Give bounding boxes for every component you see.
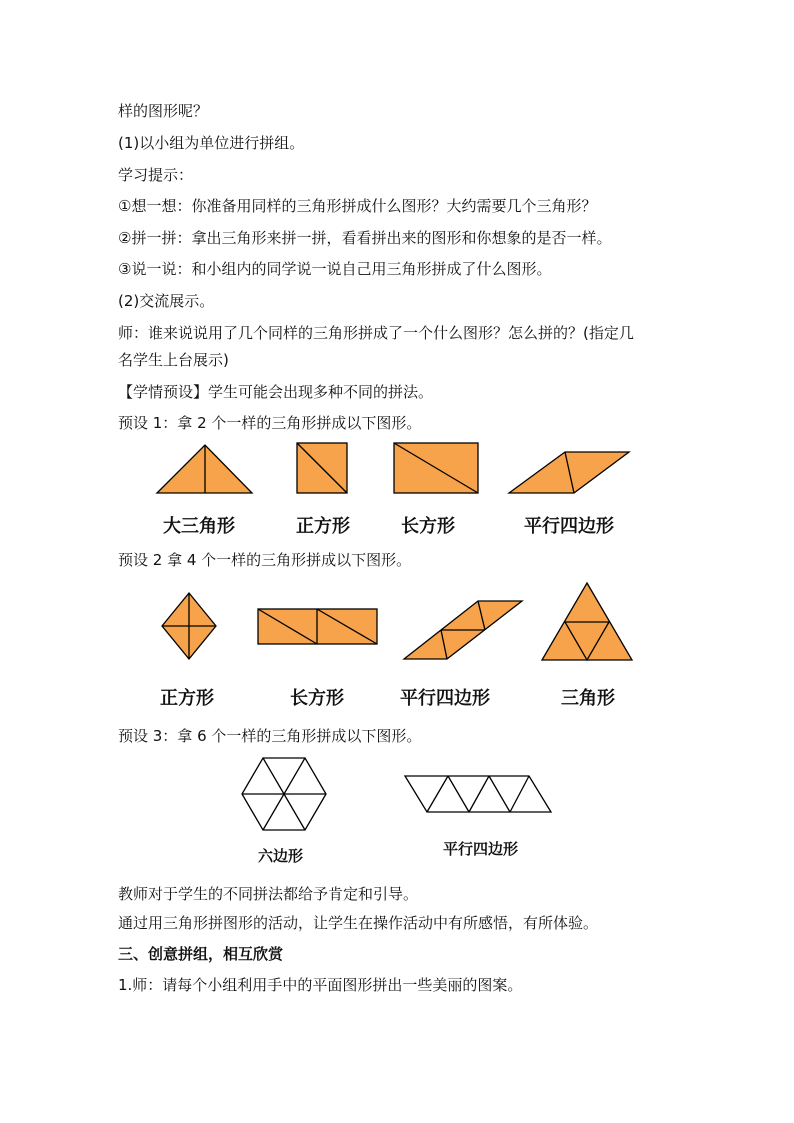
figure-caption: 长方形 xyxy=(290,688,344,709)
figure-caption: 平行四边形 xyxy=(524,516,614,537)
text-line: 通过用三角形拼图形的活动，让学生在操作活动中有所感悟，有所体验。 xyxy=(118,914,599,932)
figure-caption: 大三角形 xyxy=(163,516,235,537)
rectangle-figure xyxy=(258,609,377,644)
triangle-figure xyxy=(542,583,632,660)
figure-caption: 正方形 xyxy=(160,688,214,709)
square-figure xyxy=(297,443,347,493)
rectangle-figure xyxy=(394,443,478,493)
figure-caption: 平行四边形 xyxy=(400,688,490,709)
text-line: ①想一想：你准备用同样的三角形拼成什么图形？大约需要几个三角形？ xyxy=(118,197,597,215)
triangle-parallelogram-figure xyxy=(405,776,551,812)
hexagon-figure xyxy=(242,758,326,830)
parallelogram-figure xyxy=(404,601,522,659)
text-line: 师：谁来说说用了几个同样的三角形拼成了一个什么图形？怎么拼的？(指定几 xyxy=(118,324,634,342)
text-line: 样的图形呢？ xyxy=(118,102,209,120)
text-line: 学习提示： xyxy=(118,166,194,184)
square-figure xyxy=(162,593,216,659)
text-line: 预设 2 拿 4 个一样的三角形拼成以下图形。 xyxy=(118,551,412,569)
big-triangle-figure xyxy=(157,445,252,493)
parallelogram-figure xyxy=(509,452,629,493)
figure-caption: 三角形 xyxy=(561,688,615,709)
figure-caption: 正方形 xyxy=(296,516,350,537)
text-line: 教师对于学生的不同拼法都给予肯定和引导。 xyxy=(118,885,419,903)
text-line: 预设 3：拿 6 个一样的三角形拼成以下图形。 xyxy=(118,727,422,745)
figure-caption: 六边形 xyxy=(258,847,304,865)
text-line: 名学生上台展示) xyxy=(118,351,229,369)
text-line: ③说一说：和小组内的同学说一说自己用三角形拼成了什么图形。 xyxy=(118,260,552,278)
figure-caption: 长方形 xyxy=(401,516,455,537)
text-line: (2)交流展示。 xyxy=(118,292,215,310)
text-line: 【学情预设】学生可能会出现多种不同的拼法。 xyxy=(118,383,434,401)
figure-caption: 平行四边形 xyxy=(443,840,519,858)
section-heading: 三、创意拼组，相互欣赏 xyxy=(118,945,284,963)
text-line: 1.师：请每个小组利用手中的平面图形拼出一些美丽的图案。 xyxy=(118,976,523,994)
text-line: 预设 1：拿 2 个一样的三角形拼成以下图形。 xyxy=(118,414,422,432)
text-line: ②拼一拼：拿出三角形来拼一拼，看看拼出来的图形和你想象的是否一样。 xyxy=(118,229,612,247)
text-line: (1)以小组为单位进行拼组。 xyxy=(118,134,305,152)
